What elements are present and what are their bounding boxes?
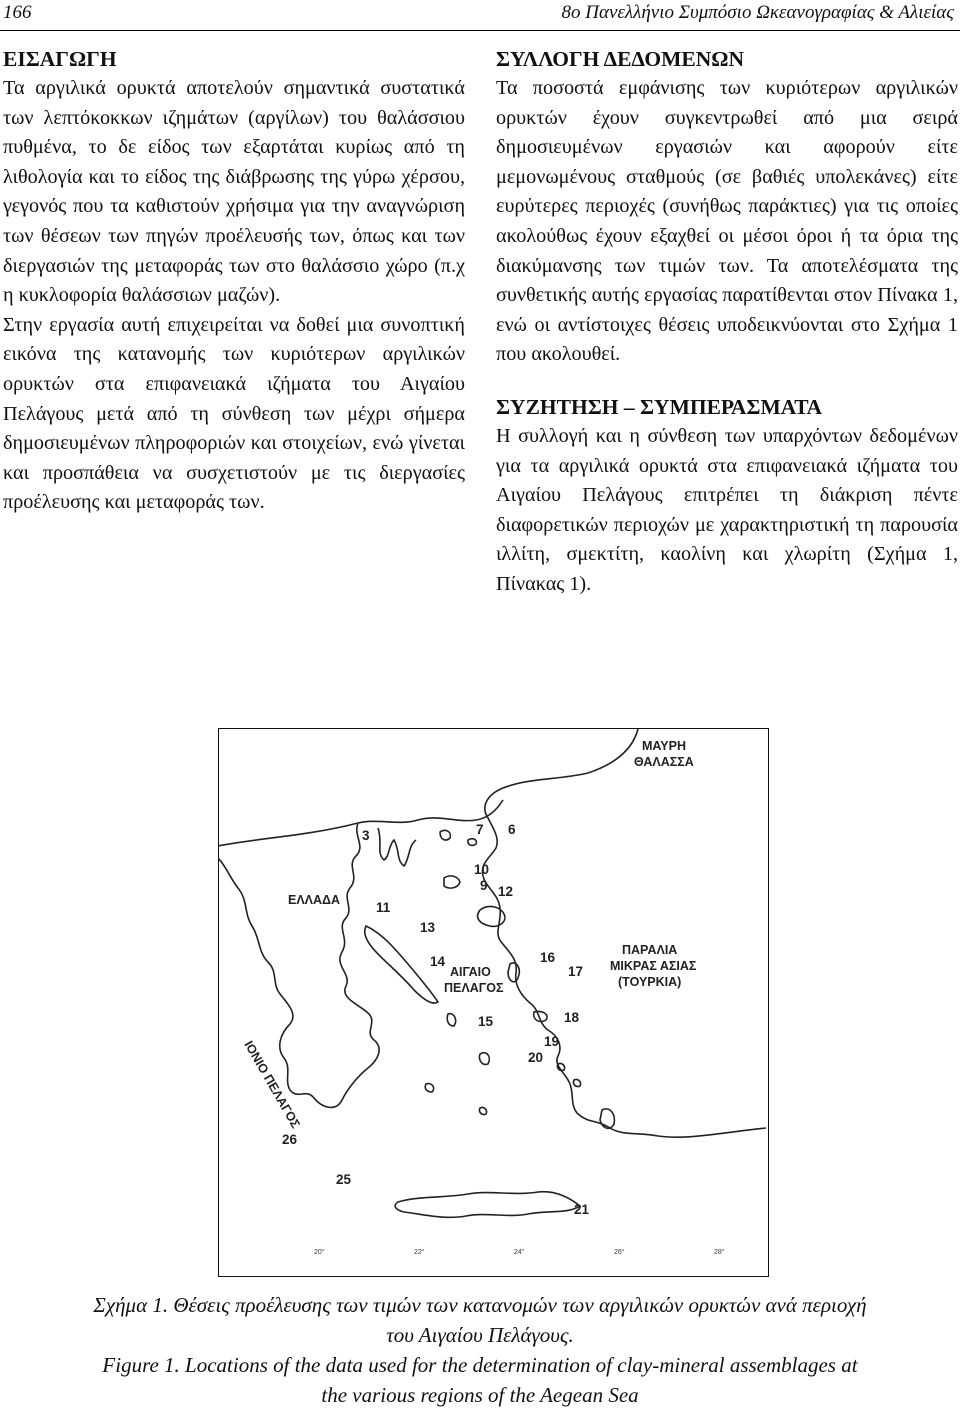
lon-tick: 22° [414,1249,425,1256]
discussion-paragraph: Η συλλογή και η σύνθεση των υπαρχόντων δεδομένων για τα αργιλικά ορυκτά στα επιφανειακά ιζήματα του Αιγαίου Πελάγους επιτρέπει τη διάκριση πέντε διαφορετικών περιοχών με χαρακτηριστική τη παρουσία ιλλίτη, σμεκτίτη, καολίνη και χλωρίτη (Σχήμα 1, Πίνακας 1). [496,424,958,595]
chalkidiki [378,828,416,866]
euboea [365,926,438,1003]
header-rule [0,30,960,31]
site-number: 20 [528,1050,544,1065]
caption-greek-line-2: του Αιγαίου Πελάγους. [386,1323,574,1347]
samothraki [468,839,477,846]
label-turkey-2: ΜΙΚΡΑΣ ΑΣΙΑΣ [610,959,697,973]
site-number: 11 [376,900,391,915]
figure-caption-greek [0,1290,960,1350]
left-column [3,44,465,518]
caption-english-line-2: the various regions of the Aegean Sea [321,1383,639,1407]
greece-coast [218,823,379,1107]
site-number: 18 [564,1010,580,1025]
label-aegean-1: ΑΙΓΑΙΟ [450,965,491,979]
site-number: 12 [498,884,514,899]
data-collection-paragraph: Τα ποσοστά εμφάνισης των κυριότερων αργιλικών ορυκτών έχουν συγκεντρωθεί από μια σειρά δημοσιευμένων εργασιών και αφορούν είτε μεμονωμένους σταθμούς (σε βαθιές υπολεκάνες) είτε ευρύτερες περιοχές (συνήθως παράκτιες) για τις οποίες ακολούθως έχουν εξαχθεί οι μέσοι όροι ή τα όρια της διακύμανσης των τιμών των. Τα αποτελέσματα της συνθετικής αυτής εργασίας παρατίθενται στον Πίνακα 1, ενώ οι αντίστοιχες θέσεις υποδεικνύονται στο Σχήμα 1 που ακολουθεί. [496,77,958,366]
label-black-sea-1: ΜΑΥΡΗ [642,739,687,753]
right-column [496,44,958,600]
site-number: 26 [282,1132,298,1147]
cyclades-naxos [479,1053,489,1065]
site-number: 6 [508,822,516,837]
site-numbers [282,822,590,1217]
thrace-coast [358,800,503,823]
site-number: 17 [568,964,584,979]
aegean-map [218,728,768,1276]
section-gap [496,370,958,392]
site-number: 7 [476,822,484,837]
site-number: 19 [544,1034,560,1049]
site-number: 3 [362,828,370,843]
lemnos [444,876,460,888]
longitude-ticks [314,1248,725,1256]
coastlines [218,729,766,1217]
introduction-paragraph-2: Στην εργασία αυτή επιχειρείται να δοθεί μια συνοπτική εικόνα της κατανομής των κυριότερων αργιλικών ορυκτών στα επιφανειακά ιζήματα του Αιγαίου Πελάγους μετά από τη σύνθεση των μέχρι σήμερα δημοσιευμένων πληροφοριών και στοιχείων, ενώ γίνεται και προσπάθεια να συσχετιστούν με τις διεργασίες προέλευσης και μεταφοράς των. [3,313,465,514]
cyclades-milos [425,1084,433,1092]
crete [395,1192,580,1218]
caption-greek-line-1: Σχήμα 1. Θέσεις προέλευσης των τιμών των κατανομών των αργιλικών ορυκτών ανά περιοχή [93,1293,867,1317]
site-number: 16 [540,950,556,965]
data-collection-heading: ΣΥΛΛΟΓΗ ΔΕΔΟΜΕΝΩΝ [496,47,745,71]
site-number: 9 [480,878,488,893]
label-turkey-1: ΠΑΡΑΛΙΑ [622,943,678,957]
site-number: 25 [336,1172,352,1187]
thasos [440,830,450,840]
discussion-heading: ΣΥΖΗΤΗΣΗ – ΣΥΜΠΕΡΑΣΜΑΤΑ [496,394,822,419]
running-title: 8ο Πανελλήνιο Συμπόσιο Ωκεανογραφίας & Αλιείας [561,2,954,23]
cyclades-andros [447,1014,455,1026]
label-black-sea-2: ΘΑΛΑΣΣΑ [634,755,694,769]
site-number: 21 [574,1202,590,1217]
site-number: 15 [478,1014,494,1029]
label-greece: ΕΛΛΑΔΑ [288,893,341,907]
label-ionian-sea: ΙΟΝΙΟ ΠΕΛΑΓΟΣ [241,1038,303,1131]
running-head [0,0,960,26]
turkey-coast [482,729,766,1137]
caption-english-line-1: Figure 1. Locations of the data used for the determination of clay-mineral assemblages at [102,1353,858,1377]
cyclades-santorini [479,1107,486,1114]
lon-tick: 28° [714,1249,725,1256]
figure-caption-english [0,1350,960,1410]
map-labels [241,739,696,1131]
introduction-heading: ΕΙΣΑΓΩΓΗ [3,47,117,71]
label-turkey-3: (ΤΟΥΡΚΙΑ) [618,975,682,989]
aegean-map-figure [218,728,768,1276]
site-number: 14 [430,954,446,969]
site-number: 13 [420,920,436,935]
lon-tick: 26° [614,1249,625,1256]
lon-tick: 24° [514,1249,525,1256]
label-aegean-2: ΠΕΛΑΓΟΣ [444,981,504,995]
lon-tick: 20° [314,1249,325,1256]
introduction-paragraph-1: Τα αργιλικά ορυκτά αποτελούν σημαντικά συστατικά των λεπτόκοκκων ιζημάτων (αργίλων) του θαλάσσιου πυθμένα, το δε είδος των εξαρτάται κυρίως από τη λιθολογία και το είδος της διάβρωσης της γύρω χέρσου, γεγονός που τα καθιστούν χρήσιμα για την αναγνώριση των θέσεων των πηγών προέλευσής των, όπως και των διεργασιών της μεταφοράς των στο θαλάσσιο χώρο (π.χ η κυκλοφορία θαλάσσιων μαζών). [3,77,465,307]
chios [508,963,519,982]
site-number: 10 [474,862,490,877]
page-number: 166 [3,2,32,23]
